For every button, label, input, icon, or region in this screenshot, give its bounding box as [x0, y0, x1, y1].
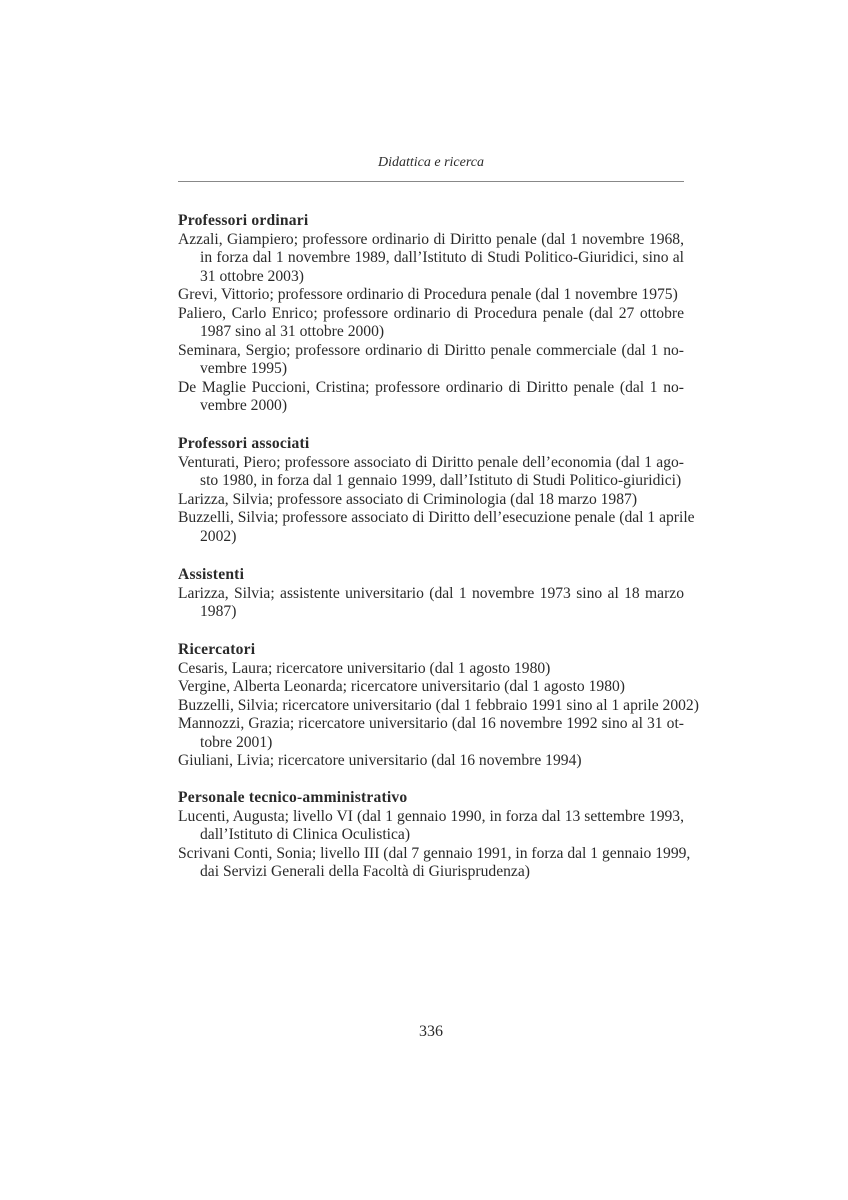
entry-line: Giuliani, Livia; ricercatore universitario (dal 16 novembre 1994)	[178, 752, 582, 769]
running-header: Didattica e ricerca	[377, 155, 484, 170]
list-item	[178, 342, 684, 379]
list-item	[178, 752, 684, 771]
entry-line: Cesaris, Laura; ricercatore universitario (dal 1 agosto 1980)	[178, 659, 551, 677]
list-item	[178, 844, 691, 882]
section-assistenti	[178, 566, 684, 622]
entry-line: Seminara, Sergio; professore ordinario di Diritto penale commerciale (dal 1 no-	[178, 341, 684, 359]
list-item	[178, 379, 684, 416]
section-heading: Ricercatori	[178, 641, 256, 658]
entry-line: Lucenti, Augusta; livello VI (dal 1 gennaio 1990, in forza dal 13 settembre 1993,	[178, 807, 684, 825]
entry-line: Buzzelli, Silvia; ricercatore universitario (dal 1 febbraio 1991 sino al 1 aprile 2002)	[178, 696, 699, 714]
entry-line: Larizza, Silvia; professore associato di Criminologia (dal 18 marzo 1987)	[178, 490, 638, 508]
list-item	[178, 678, 684, 697]
list-item	[178, 509, 695, 546]
entry-line: vembre 1995)	[200, 360, 288, 377]
list-item	[178, 231, 684, 287]
entry-line: Buzzelli, Silvia; professore associato di Diritto dell’esecuzione penale (dal 1 aprile	[178, 509, 695, 526]
entry-line: tobre 2001)	[200, 733, 273, 751]
list-item	[178, 585, 684, 622]
entry-line: Venturati, Piero; professore associato di Diritto penale dell’economia (dal 1 ago-	[178, 453, 684, 471]
section-professori-associati	[178, 435, 695, 546]
header-rule	[178, 181, 684, 182]
section-heading: Professori ordinari	[178, 212, 309, 229]
list-item	[178, 491, 684, 510]
list-item	[178, 696, 699, 716]
entry-line: Vergine, Alberta Leonarda; ricercatore universitario (dal 1 agosto 1980)	[178, 678, 625, 695]
list-item	[178, 808, 684, 845]
section-heading: Personale tecnico-amministrativo	[178, 789, 408, 806]
section-heading: Assistenti	[178, 566, 245, 583]
section-heading: Professori associati	[178, 435, 310, 452]
list-item	[178, 286, 684, 305]
section-professori-ordinari	[178, 212, 684, 416]
section-ricercatori	[178, 641, 699, 771]
entry-line: De Maglie Puccioni, Cristina; professore ordinario di Diritto penale (dal 1 no-	[178, 378, 684, 396]
section-personale-tecnico-amministrativo	[178, 789, 691, 882]
page-number: 336	[419, 1023, 443, 1040]
entry-line: Mannozzi, Grazia; ricercatore universitario (dal 16 novembre 1992 sino al 31 ot-	[178, 715, 684, 732]
entry-line: sto 1980, in forza dal 1 gennaio 1999, dall’Istituto di Studi Politico-giuridici)	[200, 472, 682, 489]
entry-line: Azzali, Giampiero; professore ordinario di Diritto penale (dal 1 novembre 1968,	[178, 230, 684, 248]
list-item	[178, 305, 684, 342]
entry-line: 2002)	[200, 527, 237, 545]
list-item	[178, 454, 684, 491]
entry-line: vembre 2000)	[200, 397, 288, 414]
entry-line: Scrivani Conti, Sonia; livello III (dal 7 gennaio 1991, in forza dal 1 gennaio 1999,	[178, 844, 691, 862]
entry-line: dai Servizi Generali della Facoltà di Giurisprudenza)	[200, 863, 530, 880]
entry-line: Larizza, Silvia; assistente universitario (dal 1 novembre 1973 sino al 18 marzo	[178, 584, 684, 602]
entry-line: 31 ottobre 2003)	[200, 267, 304, 285]
list-item	[178, 715, 684, 752]
entry-line: Grevi, Vittorio; professore ordinario di Procedura penale (dal 1 novembre 1975)	[178, 286, 678, 303]
entry-line: 1987)	[200, 603, 237, 620]
entry-line: 1987 sino al 31 ottobre 2000)	[200, 323, 385, 340]
entry-line: in forza dal 1 novembre 1989, dall’Istituto di Studi Politico-Giuridici, sino al	[200, 249, 684, 266]
list-item	[178, 660, 684, 679]
entry-line: Paliero, Carlo Enrico; professore ordinario di Procedura penale (dal 27 ottobre	[178, 304, 684, 322]
entry-line: dall’Istituto di Clinica Oculistica)	[200, 826, 411, 843]
